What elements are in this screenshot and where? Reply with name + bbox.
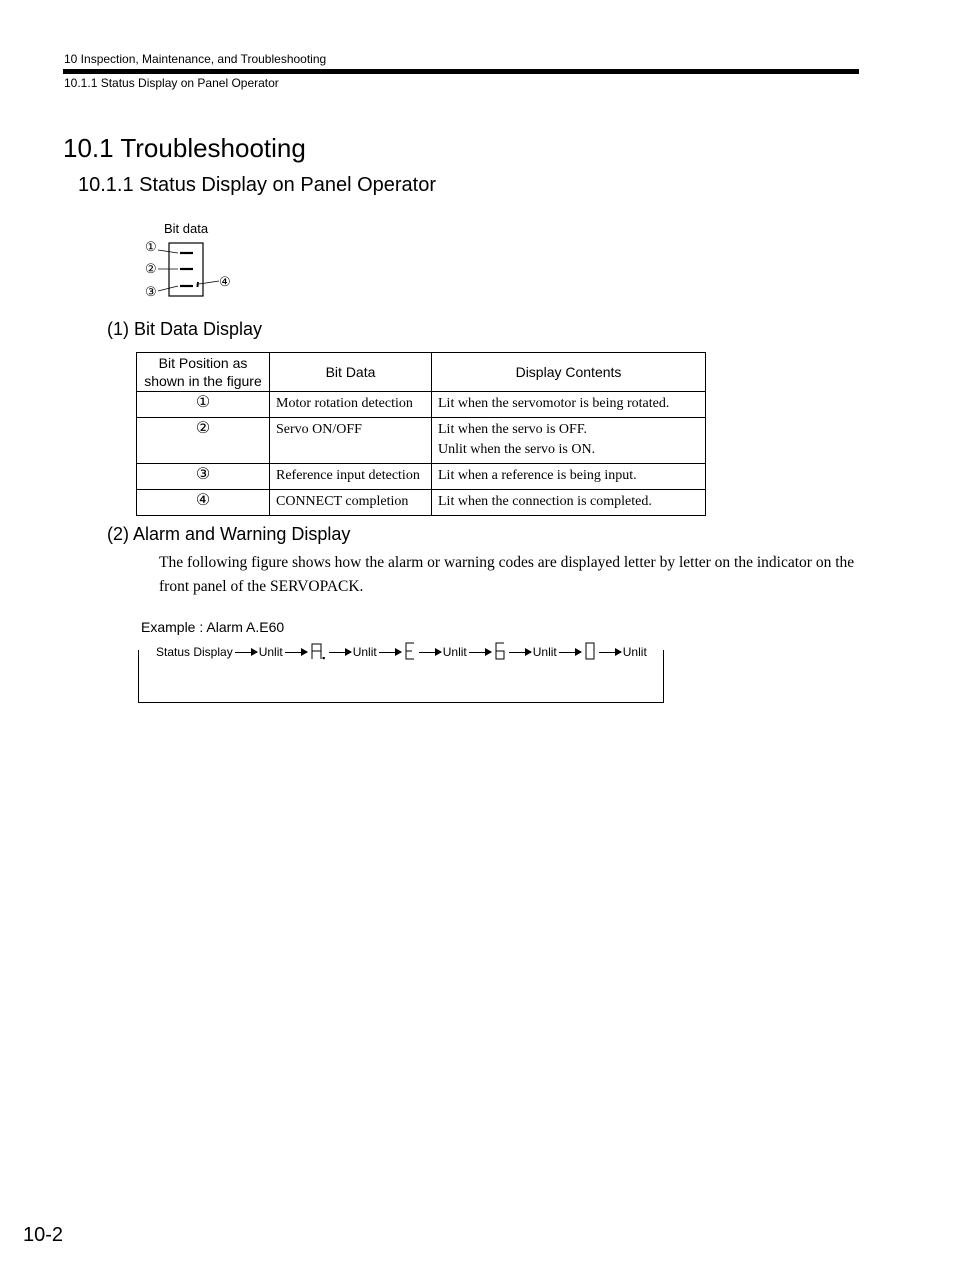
cell-bit-position: ④	[137, 490, 270, 516]
leader-line-3	[158, 286, 178, 291]
bit-marker-2: ②	[145, 261, 157, 276]
arrow-right-icon	[235, 652, 257, 653]
cell-bit-position: ③	[137, 464, 270, 490]
arrow-right-icon	[559, 652, 581, 653]
flow-unlit: Unlit	[622, 645, 647, 659]
contents-line: Lit when the servo is OFF.	[438, 422, 587, 437]
col-header-bit-data: Bit Data	[270, 353, 432, 392]
bit-data-label: Bit data	[164, 221, 209, 236]
cell-bit-position: ①	[137, 392, 270, 418]
example-label: Example : Alarm A.E60	[141, 619, 285, 635]
arrow-right-icon	[285, 652, 307, 653]
table-row	[137, 418, 706, 464]
bit-marker-4: ④	[219, 274, 231, 289]
contents-line: Lit when the servomotor is being rotated.	[438, 396, 670, 411]
heading-troubleshooting: 10.1 Troubleshooting	[63, 133, 306, 163]
contents-line: Lit when a reference is being input.	[438, 468, 637, 483]
alarm-description-paragraph: The following figure shows how the alarm or warning codes are displayed letter by letter on the indicator on the front panel of the SERVOPACK.	[159, 554, 855, 595]
segment-dot	[197, 282, 198, 287]
page-number: 10-2	[23, 1224, 64, 1246]
table-row	[137, 392, 706, 418]
table-row	[137, 464, 706, 490]
cell-display-contents	[432, 392, 706, 418]
contents-line: Lit when the connection is completed.	[438, 494, 652, 509]
flow-unlit: Unlit	[532, 645, 557, 659]
segment-char-0	[584, 642, 596, 663]
cell-display-contents	[432, 490, 706, 516]
bit-marker-3: ③	[145, 284, 157, 299]
flow-unlit: Unlit	[442, 645, 467, 659]
leader-line-1	[158, 250, 178, 253]
arrow-right-icon	[509, 652, 531, 653]
table-row	[137, 490, 706, 516]
heading-status-display: 10.1.1 Status Display on Panel Operator	[78, 174, 436, 196]
flow-unlit: Unlit	[258, 645, 283, 659]
running-header-section: 10.1.1 Status Display on Panel Operator	[64, 76, 279, 90]
col-header-display-contents: Display Contents	[432, 353, 706, 392]
cell-bit-data: CONNECT completion	[270, 490, 432, 516]
cell-bit-position: ②	[137, 418, 270, 464]
bit-marker-1: ①	[145, 239, 157, 254]
arrow-right-icon	[379, 652, 401, 653]
col-header-bit-position: Bit Position as shown in the figure	[137, 353, 270, 392]
arrow-right-icon	[469, 652, 491, 653]
bit-data-table	[136, 352, 706, 516]
heading-bit-data-display: (1) Bit Data Display	[107, 319, 263, 339]
arrow-right-icon	[329, 652, 351, 653]
segment-char-a-dot	[310, 642, 326, 663]
arrow-right-icon	[599, 652, 621, 653]
alarm-flow-sequence	[152, 643, 651, 661]
cell-bit-data: Motor rotation detection	[270, 392, 432, 418]
segment-char-e	[404, 642, 416, 663]
header-rule	[63, 69, 859, 74]
cell-display-contents	[432, 418, 706, 464]
arrow-right-icon	[419, 652, 441, 653]
cell-display-contents	[432, 464, 706, 490]
heading-alarm-warning-display: (2) Alarm and Warning Display	[107, 524, 351, 544]
flow-unlit: Unlit	[352, 645, 377, 659]
flow-status-display: Status Display	[156, 645, 233, 659]
running-header-chapter: 10 Inspection, Maintenance, and Troubleshooting	[64, 52, 327, 66]
cell-bit-data: Reference input detection	[270, 464, 432, 490]
leader-line-4	[199, 281, 219, 284]
cell-bit-data: Servo ON/OFF	[270, 418, 432, 464]
table-header-row	[137, 353, 706, 392]
contents-line: Unlit when the servo is ON.	[438, 442, 596, 457]
segment-char-6	[494, 642, 506, 663]
